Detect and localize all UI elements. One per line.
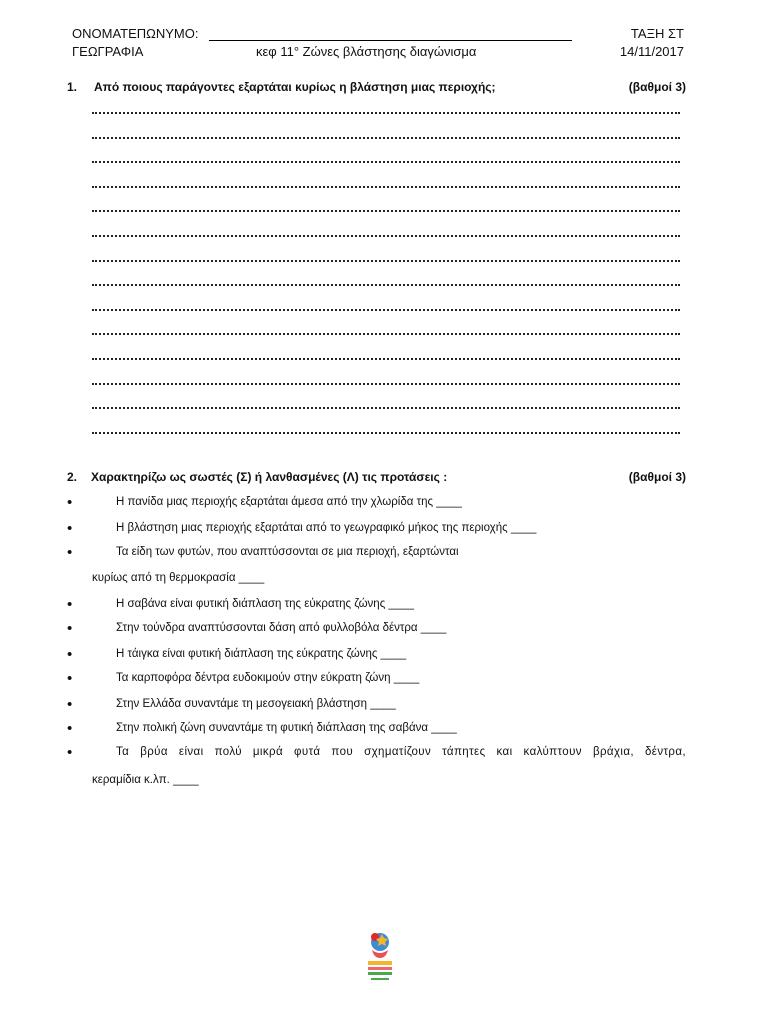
question-2-text: Χαρακτηρίζω ως σωστές (Σ) ή λανθασμένες (Λ) τις προτάσεις : xyxy=(91,470,448,484)
statement-text: Στην τούνδρα αναπτύσσονται δάση από φυλλοβόλα δέντρα ____ xyxy=(116,622,447,634)
bullet: • xyxy=(67,744,73,761)
bullet: • xyxy=(67,620,73,637)
answer-line[interactable] xyxy=(92,333,680,335)
bullet: • xyxy=(67,520,73,537)
question-1-number: 1. xyxy=(67,80,78,94)
question-2-grade: (βαθμοί 3) xyxy=(628,470,686,484)
name-blank-line xyxy=(209,40,572,41)
question-2-number: 2. xyxy=(67,470,78,484)
name-label: ΟΝΟΜΑΤΕΠΩΝΥΜΟ: xyxy=(72,26,199,41)
statement-text: Η σαβάνα είναι φυτική διάπλαση της εύκρατης ζώνης ____ xyxy=(116,598,415,610)
bullet: • xyxy=(67,670,73,687)
test-title: κεφ 11° Ζώνες βλάστησης διαγώνισμα xyxy=(256,44,477,59)
bullet: • xyxy=(67,720,73,737)
bullet: • xyxy=(67,696,73,713)
statement-text: Η βλάστηση μιας περιοχής εξαρτάται από το γεωγραφικό μήκος της περιοχής ____ xyxy=(116,522,537,534)
statement-text: Η τάιγκα είναι φυτική διάπλαση της εύκρατης ζώνης ____ xyxy=(116,648,407,660)
question-1-text: Από ποιους παράγοντες εξαρτάται κυρίως η βλάστηση μιας περιοχής; xyxy=(94,80,496,94)
bullet: • xyxy=(67,646,73,663)
subject-label: ΓΕΩΓΡΑΦΙΑ xyxy=(72,44,144,59)
answer-line[interactable] xyxy=(92,161,680,163)
statement-continuation: κεραμίδια κ.λπ. ____ xyxy=(92,774,199,786)
answer-line[interactable] xyxy=(92,260,680,262)
statement-text: Τα βρύα είναι πολύ μικρά φυτά που σχηματίζουν τάπητες και καλύπτουν βράχια, δέντρα, xyxy=(116,746,686,758)
answer-line[interactable] xyxy=(92,407,680,409)
school-logo-icon xyxy=(364,928,396,984)
answer-line[interactable] xyxy=(92,112,680,114)
class-label: ΤΑΞΗ ΣΤ xyxy=(630,26,684,41)
statement-text: Τα καρποφόρα δέντρα ευδοκιμούν στην εύκρατη ζώνη ____ xyxy=(116,672,420,684)
bullet: • xyxy=(67,596,73,613)
answer-line[interactable] xyxy=(92,309,680,311)
answer-line[interactable] xyxy=(92,383,680,385)
test-date: 14/11/2017 xyxy=(619,44,684,59)
question-1-grade: (βαθμοί 3) xyxy=(628,80,686,94)
statement-text: Τα είδη των φυτών, που αναπτύσσονται σε μια περιοχή, εξαρτώνται xyxy=(116,546,459,558)
bullet: • xyxy=(67,544,73,561)
statement-text: Στην Ελλάδα συναντάμε τη μεσογειακή βλάστηση ____ xyxy=(116,698,396,710)
statement-continuation: κυρίως από τη θερμοκρασία ____ xyxy=(92,572,265,584)
answer-line[interactable] xyxy=(92,210,680,212)
statement-text: Στην πολική ζώνη συναντάμε τη φυτική διάπλαση της σαβάνα ____ xyxy=(116,722,457,734)
answer-line[interactable] xyxy=(92,137,680,139)
statement-text: Η πανίδα μιας περιοχής εξαρτάται άμεσα από την χλωρίδα της ____ xyxy=(116,496,462,508)
answer-line[interactable] xyxy=(92,432,680,434)
answer-line[interactable] xyxy=(92,235,680,237)
answer-line[interactable] xyxy=(92,358,680,360)
answer-line[interactable] xyxy=(92,186,680,188)
answer-line[interactable] xyxy=(92,284,680,286)
bullet: • xyxy=(67,494,73,511)
